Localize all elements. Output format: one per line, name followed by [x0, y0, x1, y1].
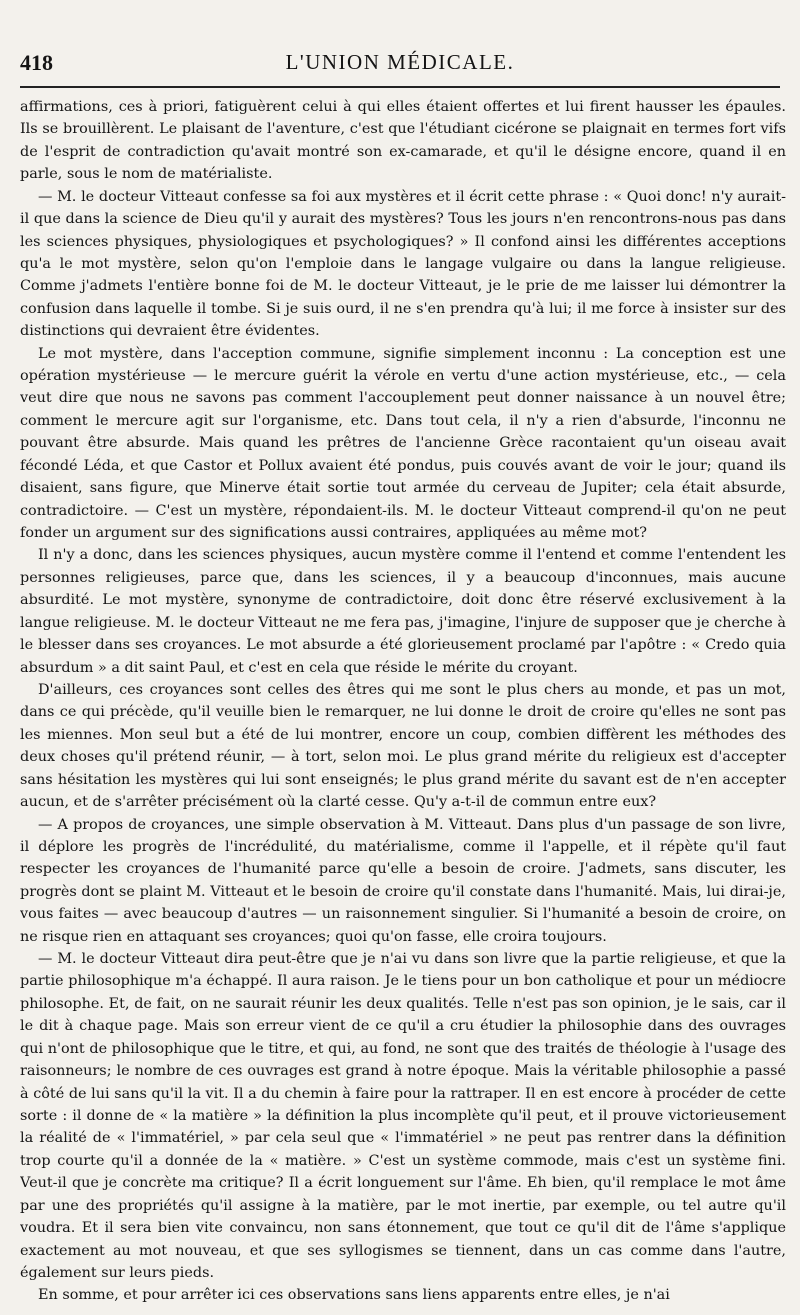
page-number: 418 — [20, 50, 53, 75]
article-body — [20, 96, 786, 1309]
paragraph: — M. le docteur Vitteaut dira peut-être que je n'ai vu dans son livre que la partie religieuse, et que la partie philosophique m'a échappé. Il aura raison. Je le tiens pour un bon catholique et pour un médiocre philosophe. Et, de fait, on ne saurait réunir les deux qualités. Telle n'est pas son opinion, je le sais, car il le dit à chaque page. Mais son erreur vient de ce qu'il a cru étudier la philosophie dans des ouvrages qui n'ont de philosophique que le titre, et qui, au fond, ne sont que des traités de théologie à l'usage des raisonneurs; le nombre de ces ouvrages est grand à notre époque. Mais la véritable philosophie a passé à côté de lui sans qu'il la vit. Il a du chemin à faire pour la rattraper. Il en est encore à procéder de cette sorte : il donne de « la matière » la définition la plus incomplète qu'il peut, et il prouve victorieusement la réalité de « l'immatériel, » par cela seul que « l'immatériel » ne peut pas rentrer dans la définition trop courte qu'il a donnée de la « matière. » C'est un système commode, mais c'est un système fini. Veut-il que je concrète ma critique? Il a écrit longuement sur l'âme. Eh bien, qu'il remplace le mot âme par une des propriétés qu'il assigne à la matière, par le mot inertie, par exemple, ou tel autre qu'il voudra. Et il sera bien vite convaincu, non sans étonnement, que tout ce qu'il dit de l'âme s'applique exactement au mot nouveau, et que ses syllogismes se tiennent, dans un cas comme dans l'autre, également sur leurs pieds. — [20, 951, 786, 1281]
running-title: L'UNION MÉDICALE. — [285, 50, 515, 74]
paragraph: Le mot mystère, dans l'acception commune, signifie simplement inconnu : La conception est une opération mystérieuse — le mercure guérit la vérole en vertu d'une action mystérieuse, etc., — cela veut dire que nous ne savons pas comment l'accouplement peut donner naissance à un nouvel être; comment le mercure agit sur l'organisme, etc. Dans tout cela, il n'y a rien d'absurde, l'inconnu ne pouvant être absurde. Mais quand les prêtres de l'ancienne Grèce racontaient qu'un oiseau avait fécondé Léda, et que Castor et Pollux avaient été pondus, puis couvés avant de voir le jour; quand ils disaient, sans figure, que Minerve était sortie tout armée du cerveau de Jupiter; cela était absurde, contradictoire. — C'est un mystère, répondaient-ils. M. le docteur Vitteaut comprend-il qu'on ne peut fonder un argument sur des significations aussi contraires, appliquées au même mot? — [20, 345, 786, 542]
paragraph: En somme, et pour arrêter ici ces observations sans liens apparents entre elles, je n'ai — [38, 1287, 670, 1304]
paragraph: Il n'y a donc, dans les sciences physiques, aucun mystère comme il l'entend et comme l'entendent les personnes religieuses, parce que, dans les sciences, il y a beaucoup d'inconnues, mais aucune absurdité. Le mot mystère, synonyme de contradictoire, doit donc être réservé exclusivement à la langue religieuse. M. le docteur Vitteaut ne me fera pas, j'imagine, l'injure de supposer que je cherche à le blesser dans ses croyances. Le mot absurde a été glorieusement proclamé par l'apôtre : « Credo quia absurdum » a dit saint Paul, et c'est en cela que réside le mérite du croyant. — [20, 547, 786, 676]
paragraph: — A propos de croyances, une simple observation à M. Vitteaut. Dans plus d'un passage de son livre, il déplore les progrès de l'incrédulité, du matérialisme, comme il l'appelle, et il répète qu'il faut respecter les croyances de l'humanité parce qu'elle a besoin de croire. J'admets, sans discuter, les progrès dont se plaint M. Vitteaut et le besoin de croire qu'il constate dans l'humanité. Mais, lui dirai-je, vous faites — avec beaucoup d'autres — un raisonnement singulier. Si l'humanité a besoin de croire, on ne risque rien en attaquant ses croyances; quoi qu'on fasse, elle croira toujours. — [20, 816, 786, 945]
header-rule — [20, 86, 780, 88]
page-header — [20, 50, 780, 80]
paragraph: D'ailleurs, ces croyances sont celles des êtres qui me sont le plus chers au monde, et pas un mot, dans ce qui précède, qu'il veuille bien le remarquer, ne lui donne le droit de croire qu'elles ne sont pas les miennes. Mon seul but a été de lui montrer, encore un coup, combien diffèrent les méthodes des deux choses qu'il prétend réunir, — à tort, selon moi. Le plus grand mérite du religieux est d'accepter sans hésitation les mystères qui lui sont enseignés; le plus grand mérite du savant est de n'en accepter aucun, et de s'arrêter précisément où la clarté cesse. Qu'y a-t-il de commun entre eux? — [20, 681, 786, 811]
paragraph: affirmations, ces à priori, fatiguèrent celui à qui elles étaient offertes et lui firent hausser les épaules. Ils se brouillèrent. Le plaisant de l'aventure, c'est que l'étudiant cicérone se plaignait en termes fort vifs de l'esprit de contradiction qu'avait montré son ex-camarade, et qu'il le désigne encore, quand il en parle, sous le nom de matérialiste. — [20, 99, 786, 183]
paragraph: — M. le docteur Vitteaut confesse sa foi aux mystères et il écrit cette phrase : « Quoi donc! n'y aurait-il que dans la science de Dieu qu'il y aurait des mystères? Tous les jours n'en rencontrons-nous pas dans les sciences physiques, physiologiques et psychologiques? » Il confond ainsi les différentes acceptions qu'a le mot mystère, selon qu'on l'emploie dans le langage vulgaire ou dans la langue religieuse. Comme j'admets l'entière bonne foi de M. le docteur Vitteaut, je le prie de me laisser lui démontrer la confusion dans laquelle il tombe. Si je suis ourd, il ne s'en prendra qu'à lui; il me force à insister sur des distinctions qui devraient être évidentes. — [20, 188, 786, 340]
